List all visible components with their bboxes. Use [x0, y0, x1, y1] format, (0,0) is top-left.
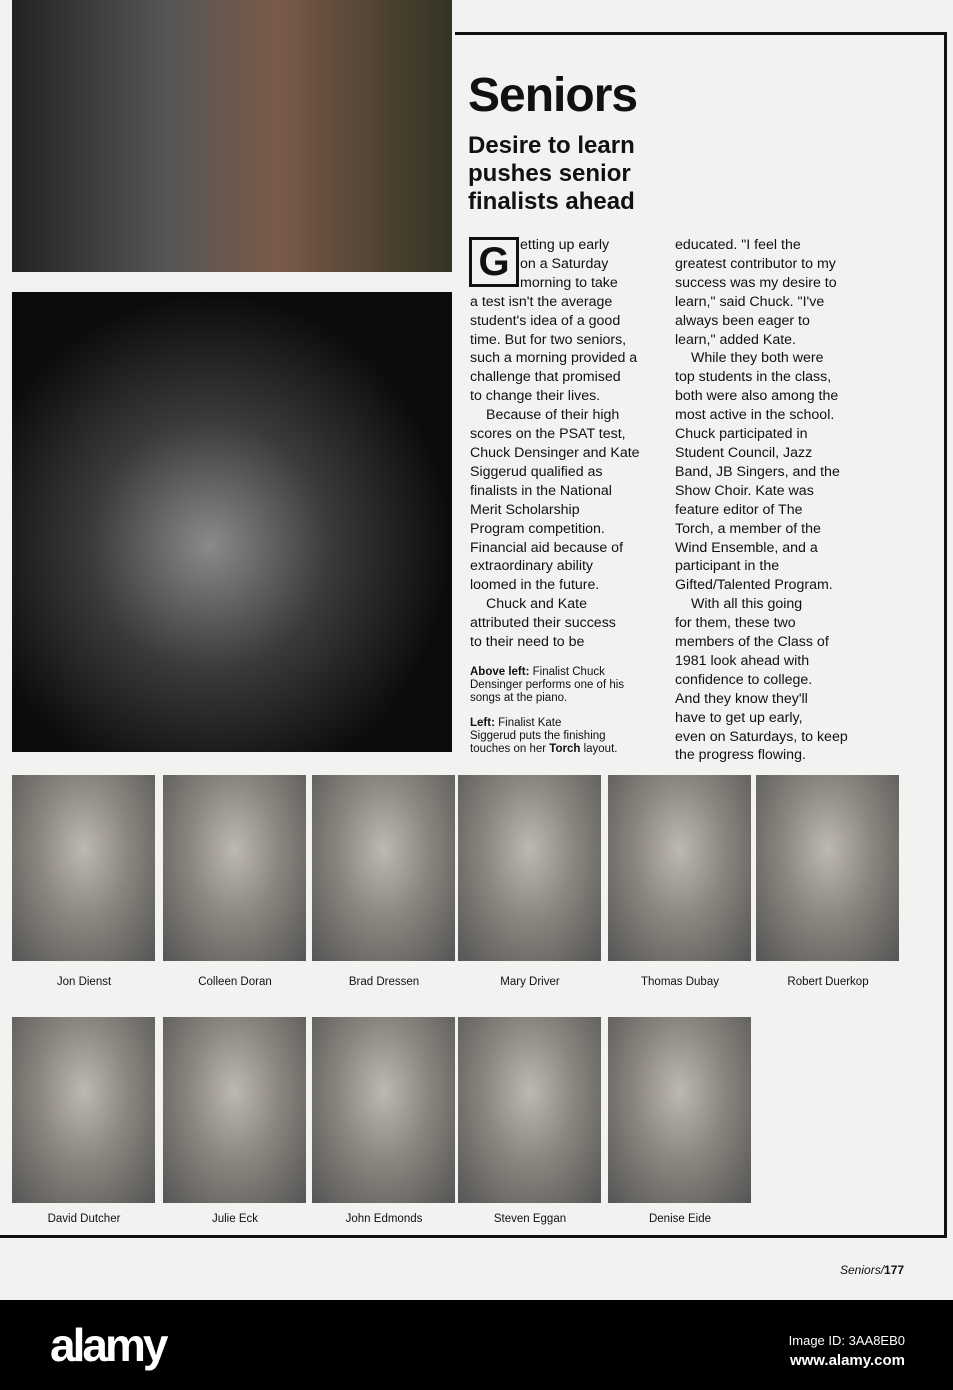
text-line: participant in the — [675, 558, 780, 575]
text-line: 1981 look ahead with — [675, 652, 810, 669]
portrait-name: Julie Eck — [211, 1213, 259, 1225]
caption-text: songs at the piano. — [470, 692, 568, 704]
subhead-line: Desire to learn — [468, 132, 635, 159]
portrait-name: Jon Dienst — [56, 976, 112, 988]
text-line: success was my desire to — [675, 274, 837, 291]
text-line: extraordinary ability — [470, 558, 594, 575]
portrait-photo — [458, 775, 601, 961]
text-line: to their need to be — [470, 634, 585, 651]
article-column-2 — [675, 236, 848, 765]
portrait-name: David Dutcher — [47, 1213, 121, 1225]
text-line: greatest contributor to my — [675, 255, 836, 272]
text-line: And they know they'll — [675, 690, 808, 707]
page-folio — [840, 1263, 904, 1277]
text-line: Show Choir. Kate was — [675, 482, 814, 499]
text-line: the progress flowing. — [675, 747, 806, 764]
text-line: members of the Class of — [675, 634, 829, 651]
folio-section: Seniors/ — [840, 1263, 885, 1277]
portrait-photo — [608, 1017, 751, 1203]
text-line: feature editor of The — [675, 501, 803, 518]
image-id: Image ID: 3AA8EB0 — [788, 1333, 905, 1348]
photo-layout — [12, 292, 452, 752]
text-line: Because of their high — [486, 407, 620, 424]
text-line: most active in the school. — [675, 407, 835, 424]
text-line: top students in the class, — [675, 369, 832, 386]
text-line: learn," said Chuck. "I've — [675, 293, 825, 310]
portrait-name: Brad Dressen — [348, 976, 420, 988]
text-line: loomed in the future. — [470, 577, 600, 594]
portrait-photo — [608, 775, 751, 961]
text-line: even on Saturdays, to keep — [675, 728, 848, 745]
page-number: 177 — [884, 1263, 905, 1277]
divider — [455, 32, 947, 35]
text-line: on a Saturday — [520, 255, 609, 272]
photo-piano — [12, 0, 452, 272]
portrait-name: Robert Duerkop — [787, 976, 869, 988]
text-line: for them, these two — [675, 615, 796, 632]
text-line: Chuck Densinger and Kate — [470, 444, 640, 461]
text-line: time. But for two seniors, — [470, 331, 627, 348]
text-line: Chuck and Kate — [486, 596, 587, 613]
portrait-name: Steven Eggan — [493, 1213, 567, 1225]
subhead — [468, 132, 635, 216]
caption-text: layout. — [580, 743, 618, 755]
portrait-photo — [163, 775, 306, 961]
text-line: always been eager to — [675, 312, 810, 329]
portrait-photo — [163, 1017, 306, 1203]
text-line: challenge that promised — [470, 369, 621, 386]
caption-text: Densinger performs one of his — [470, 679, 625, 691]
text-line: such a morning provided a — [470, 350, 638, 367]
article-column-1 — [470, 236, 640, 652]
text-line: Gifted/Talented Program. — [675, 577, 833, 594]
text-line: While they both were — [691, 350, 824, 367]
text-line: finalists in the National — [470, 482, 612, 499]
drop-cap: G — [469, 237, 519, 287]
text-line: attributed their success — [470, 615, 616, 632]
portrait-photo — [312, 775, 455, 961]
alamy-logo: alamy — [50, 1319, 166, 1371]
text-line: to change their lives. — [470, 388, 601, 405]
text-line: Merit Scholarship — [470, 501, 580, 518]
text-line: Siggerud qualified as — [470, 463, 603, 480]
caption-label: Above left: — [470, 666, 530, 678]
portrait-name: Mary Driver — [500, 976, 560, 988]
portrait-name: Thomas Dubay — [641, 976, 719, 988]
text-line: Band, JB Singers, and the — [675, 463, 840, 480]
text-line: educated. "I feel the — [675, 237, 801, 253]
portrait-photo — [458, 1017, 601, 1203]
caption-text: Finalist Chuck — [532, 666, 605, 678]
text-line: Program competition. — [470, 520, 605, 537]
text-line: Financial aid because of — [470, 539, 624, 556]
caption-above-left — [470, 666, 624, 705]
portrait-photo — [312, 1017, 455, 1203]
text-line: student's idea of a good — [470, 312, 621, 329]
text-line: confidence to college. — [675, 671, 813, 688]
text-line: scores on the PSAT test, — [470, 426, 626, 443]
portrait-photo — [12, 775, 155, 961]
text-line: Torch, a member of the — [675, 520, 821, 537]
text-line: Student Council, Jazz — [675, 444, 813, 461]
page-title: Seniors — [468, 69, 638, 122]
caption-text: Finalist Kate — [498, 717, 562, 729]
text-line: Chuck participated in — [675, 426, 808, 443]
portrait-name: Colleen Doran — [198, 976, 272, 988]
portrait-name: John Edmonds — [345, 1213, 423, 1225]
text-line: learn," added Kate. — [675, 331, 796, 348]
caption-text: touches on her — [470, 743, 547, 755]
text-line: Wind Ensemble, and a — [675, 539, 818, 556]
subhead-line: pushes senior — [468, 160, 631, 187]
caption-left — [470, 717, 617, 756]
watermark-url[interactable]: www.alamy.com — [789, 1352, 905, 1369]
text-line: both were also among the — [675, 388, 839, 405]
divider — [944, 32, 947, 1238]
text-line: etting up early — [520, 237, 610, 253]
portrait-name: Denise Eide — [648, 1213, 711, 1225]
caption-text: Siggerud puts the finishing — [470, 730, 606, 742]
text-line: a test isn't the average — [470, 293, 613, 310]
text-line: With all this going — [691, 596, 803, 613]
text-line: have to get up early, — [675, 709, 803, 726]
caption-label: Left: — [470, 717, 495, 729]
subhead-line: finalists ahead — [468, 188, 635, 215]
portrait-photo — [12, 1017, 155, 1203]
portrait-photo — [756, 775, 899, 961]
text-line: morning to take — [520, 274, 618, 291]
caption-bold: Torch — [549, 743, 581, 755]
divider — [0, 1235, 947, 1238]
